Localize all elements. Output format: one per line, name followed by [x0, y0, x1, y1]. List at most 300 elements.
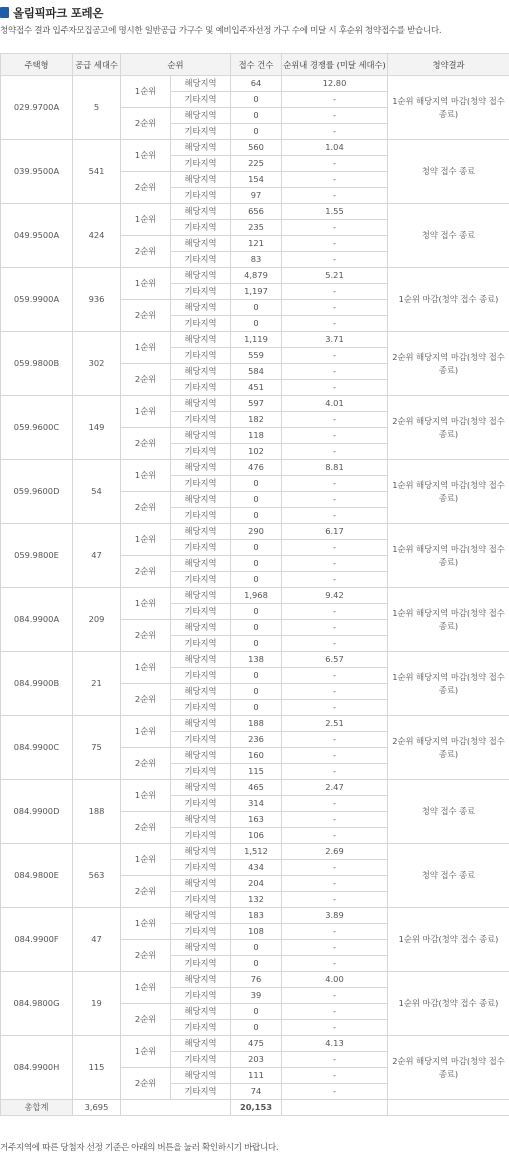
total-ratio-empty-cell [282, 1100, 388, 1116]
rank-cell: 2순위 [121, 1004, 171, 1036]
area-cell: 해당지역 [171, 716, 231, 732]
header-rank: 순위 [121, 54, 231, 76]
area-cell: 해당지역 [171, 812, 231, 828]
area-cell: 기타지역 [171, 604, 231, 620]
result-cell: 1순위 마감(청약 접수 종료) [388, 908, 509, 972]
competition-ratio-cell: - [282, 220, 388, 236]
application-count-cell: 0 [231, 700, 282, 716]
total-applications-cell: 20,153 [231, 1100, 282, 1116]
supply-units-cell: 149 [73, 396, 121, 460]
competition-ratio-cell: - [282, 124, 388, 140]
area-cell: 해당지역 [171, 332, 231, 348]
area-cell: 기타지역 [171, 764, 231, 780]
rank-cell: 1순위 [121, 268, 171, 300]
total-supply-cell: 3,695 [73, 1100, 121, 1116]
application-count-cell: 0 [231, 940, 282, 956]
competition-ratio-cell: - [282, 1052, 388, 1068]
supply-units-cell: 424 [73, 204, 121, 268]
application-count-cell: 0 [231, 92, 282, 108]
area-cell: 기타지역 [171, 316, 231, 332]
housing-type-cell: 084.9900F [1, 908, 73, 972]
rank-cell: 1순위 [121, 1036, 171, 1068]
table-row [1, 460, 509, 476]
application-count-cell: 74 [231, 1084, 282, 1100]
table-row [1, 396, 509, 412]
rank-cell: 1순위 [121, 332, 171, 364]
area-cell: 해당지역 [171, 460, 231, 476]
area-cell: 해당지역 [171, 492, 231, 508]
supply-units-cell: 209 [73, 588, 121, 652]
header-housing-type: 주택형 [1, 54, 73, 76]
rank-cell: 1순위 [121, 844, 171, 876]
competition-ratio-cell: - [282, 828, 388, 844]
area-cell: 기타지역 [171, 476, 231, 492]
application-count-cell: 83 [231, 252, 282, 268]
competition-ratio-cell: - [282, 556, 388, 572]
area-cell: 기타지역 [171, 668, 231, 684]
area-cell: 해당지역 [171, 652, 231, 668]
competition-ratio-cell: - [282, 444, 388, 460]
area-cell: 해당지역 [171, 236, 231, 252]
rank-cell: 1순위 [121, 972, 171, 1004]
housing-type-cell: 059.9600C [1, 396, 73, 460]
bullet-square-icon [0, 7, 9, 18]
competition-ratio-cell: - [282, 412, 388, 428]
rank-cell: 1순위 [121, 780, 171, 812]
supply-units-cell: 563 [73, 844, 121, 908]
rank-cell: 2순위 [121, 556, 171, 588]
competition-ratio-cell: 12.80 [282, 76, 388, 92]
competition-ratio-cell: - [282, 924, 388, 940]
area-cell: 기타지역 [171, 796, 231, 812]
competition-ratio-cell: - [282, 476, 388, 492]
application-count-cell: 203 [231, 1052, 282, 1068]
competition-ratio-cell: - [282, 172, 388, 188]
area-cell: 기타지역 [171, 1084, 231, 1100]
housing-type-cell: 059.9800B [1, 332, 73, 396]
competition-ratio-cell: - [282, 572, 388, 588]
rank-cell: 1순위 [121, 204, 171, 236]
total-label-cell: 총합계 [1, 1100, 73, 1116]
rank-cell: 2순위 [121, 940, 171, 972]
table-row [1, 268, 509, 284]
table-row [1, 588, 509, 604]
application-count-cell: 0 [231, 316, 282, 332]
application-count-cell: 1,197 [231, 284, 282, 300]
application-count-cell: 111 [231, 1068, 282, 1084]
application-count-cell: 0 [231, 1004, 282, 1020]
area-cell: 기타지역 [171, 124, 231, 140]
application-count-cell: 314 [231, 796, 282, 812]
competition-ratio-cell: - [282, 668, 388, 684]
competition-ratio-cell: - [282, 748, 388, 764]
area-cell: 해당지역 [171, 1068, 231, 1084]
competition-ratio-cell: - [282, 236, 388, 252]
competition-ratio-cell: - [282, 380, 388, 396]
header-supply-units: 공급 세대수 [73, 54, 121, 76]
area-cell: 해당지역 [171, 556, 231, 572]
area-cell: 해당지역 [171, 172, 231, 188]
supply-units-cell: 541 [73, 140, 121, 204]
subscription-notice: 청약접수 결과 입주자모집공고에 명시한 일반공급 가구수 및 예비입주자선정 가구 수에 미달 시 후순위 청약접수를 받습니다. [0, 26, 442, 36]
housing-type-cell: 059.9600D [1, 460, 73, 524]
area-cell: 기타지역 [171, 956, 231, 972]
application-count-cell: 1,119 [231, 332, 282, 348]
rank-cell: 1순위 [121, 652, 171, 684]
application-count-cell: 97 [231, 188, 282, 204]
supply-units-cell: 21 [73, 652, 121, 716]
supply-units-cell: 54 [73, 460, 121, 524]
application-count-cell: 0 [231, 556, 282, 572]
competition-ratio-cell: 5.21 [282, 268, 388, 284]
table-row [1, 972, 509, 988]
rank-cell: 2순위 [121, 492, 171, 524]
area-cell: 해당지역 [171, 108, 231, 124]
area-cell: 해당지역 [171, 204, 231, 220]
competition-ratio-cell: - [282, 732, 388, 748]
area-cell: 해당지역 [171, 940, 231, 956]
area-cell: 해당지역 [171, 908, 231, 924]
result-cell: 1순위 해당지역 마감(청약 접수 종료) [388, 460, 509, 524]
supply-units-cell: 47 [73, 908, 121, 972]
competition-ratio-cell: - [282, 1020, 388, 1036]
competition-ratio-cell: - [282, 812, 388, 828]
competition-ratio-cell: 1.55 [282, 204, 388, 220]
application-count-cell: 0 [231, 636, 282, 652]
competition-ratio-cell: - [282, 108, 388, 124]
rank-cell: 1순위 [121, 396, 171, 428]
competition-ratio-cell: - [282, 604, 388, 620]
area-cell: 해당지역 [171, 364, 231, 380]
application-count-cell: 163 [231, 812, 282, 828]
area-cell: 기타지역 [171, 444, 231, 460]
competition-ratio-cell: 4.00 [282, 972, 388, 988]
application-count-cell: 0 [231, 1020, 282, 1036]
table-row [1, 76, 509, 92]
rank-cell: 2순위 [121, 300, 171, 332]
area-cell: 기타지역 [171, 572, 231, 588]
result-cell: 1순위 해당지역 마감(청약 접수 종료) [388, 76, 509, 140]
header-competition-ratio: 순위내 경쟁률 (미달 세대수) [282, 54, 388, 76]
competition-ratio-cell: 3.89 [282, 908, 388, 924]
area-cell: 기타지역 [171, 988, 231, 1004]
result-cell: 2순위 해당지역 마감(청약 접수 종료) [388, 332, 509, 396]
rank-cell: 1순위 [121, 76, 171, 108]
competition-ratio-cell: - [282, 284, 388, 300]
area-cell: 해당지역 [171, 748, 231, 764]
area-cell: 해당지역 [171, 76, 231, 92]
competition-ratio-cell: 8.81 [282, 460, 388, 476]
competition-ratio-cell: - [282, 1004, 388, 1020]
table-row [1, 908, 509, 924]
application-count-cell: 106 [231, 828, 282, 844]
rank-cell: 2순위 [121, 876, 171, 908]
supply-units-cell: 47 [73, 524, 121, 588]
table-row [1, 844, 509, 860]
housing-type-cell: 029.9700A [1, 76, 73, 140]
competition-ratio-cell: - [282, 860, 388, 876]
area-cell: 해당지역 [171, 1004, 231, 1020]
area-cell: 기타지역 [171, 348, 231, 364]
application-count-cell: 597 [231, 396, 282, 412]
result-cell: 1순위 해당지역 마감(청약 접수 종료) [388, 652, 509, 716]
application-count-cell: 236 [231, 732, 282, 748]
area-cell: 기타지역 [171, 636, 231, 652]
application-count-cell: 225 [231, 156, 282, 172]
page-header [0, 0, 509, 42]
area-cell: 해당지역 [171, 396, 231, 412]
total-result-empty-cell [388, 1100, 509, 1116]
application-count-cell: 0 [231, 540, 282, 556]
housing-type-cell: 084.9900A [1, 588, 73, 652]
competition-ratio-cell: - [282, 188, 388, 204]
table-row [1, 652, 509, 668]
result-cell: 청약 접수 종료 [388, 844, 509, 908]
footer-note: 거주지역에 따른 당첨자 선정 기준은 아래의 버튼을 눌러 확인하시기 바랍니다. [0, 1143, 279, 1153]
application-count-cell: 0 [231, 108, 282, 124]
rank-cell: 2순위 [121, 428, 171, 460]
competition-ratio-cell: 3.71 [282, 332, 388, 348]
result-cell: 1순위 해당지역 마감(청약 접수 종료) [388, 588, 509, 652]
application-count-cell: 584 [231, 364, 282, 380]
area-cell: 해당지역 [171, 1036, 231, 1052]
competition-ratio-cell: - [282, 492, 388, 508]
housing-type-cell: 059.9800E [1, 524, 73, 588]
application-count-cell: 0 [231, 124, 282, 140]
application-count-cell: 118 [231, 428, 282, 444]
application-count-cell: 64 [231, 76, 282, 92]
area-cell: 기타지역 [171, 252, 231, 268]
supply-units-cell: 19 [73, 972, 121, 1036]
rank-cell: 1순위 [121, 716, 171, 748]
area-cell: 기타지역 [171, 156, 231, 172]
table-row [1, 1036, 509, 1052]
result-cell: 1순위 해당지역 마감(청약 접수 종료) [388, 524, 509, 588]
application-count-cell: 0 [231, 476, 282, 492]
area-cell: 기타지역 [171, 1052, 231, 1068]
application-count-cell: 0 [231, 508, 282, 524]
supply-units-cell: 936 [73, 268, 121, 332]
application-count-cell: 188 [231, 716, 282, 732]
housing-type-cell: 084.9900B [1, 652, 73, 716]
application-count-cell: 0 [231, 956, 282, 972]
table-row [1, 204, 509, 220]
area-cell: 해당지역 [171, 300, 231, 316]
competition-ratio-cell: - [282, 796, 388, 812]
application-count-cell: 0 [231, 492, 282, 508]
area-cell: 해당지역 [171, 844, 231, 860]
housing-type-cell: 084.9900H [1, 1036, 73, 1100]
total-row [1, 1100, 509, 1116]
area-cell: 기타지역 [171, 700, 231, 716]
competition-ratio-cell: - [282, 156, 388, 172]
table-row [1, 140, 509, 156]
rank-cell: 2순위 [121, 684, 171, 716]
application-count-cell: 76 [231, 972, 282, 988]
application-count-cell: 102 [231, 444, 282, 460]
table-row [1, 716, 509, 732]
area-cell: 기타지역 [171, 924, 231, 940]
application-count-cell: 115 [231, 764, 282, 780]
competition-ratio-cell: 2.51 [282, 716, 388, 732]
competition-ratio-cell: - [282, 1084, 388, 1100]
area-cell: 해당지역 [171, 620, 231, 636]
competition-ratio-cell: - [282, 364, 388, 380]
area-cell: 기타지역 [171, 860, 231, 876]
result-cell: 2순위 해당지역 마감(청약 접수 종료) [388, 716, 509, 780]
application-count-cell: 0 [231, 668, 282, 684]
table-row [1, 524, 509, 540]
application-count-cell: 182 [231, 412, 282, 428]
application-count-cell: 183 [231, 908, 282, 924]
rank-cell: 2순위 [121, 812, 171, 844]
competition-ratio-cell: - [282, 540, 388, 556]
application-count-cell: 476 [231, 460, 282, 476]
rank-cell: 2순위 [121, 748, 171, 780]
application-count-cell: 4,879 [231, 268, 282, 284]
result-cell: 1순위 마감(청약 접수 종료) [388, 972, 509, 1036]
area-cell: 기타지역 [171, 188, 231, 204]
competition-ratio-cell: - [282, 764, 388, 780]
supply-units-cell: 302 [73, 332, 121, 396]
application-count-cell: 108 [231, 924, 282, 940]
application-count-cell: 1,968 [231, 588, 282, 604]
application-count-cell: 0 [231, 572, 282, 588]
competition-ratio-cell: - [282, 620, 388, 636]
area-cell: 해당지역 [171, 140, 231, 156]
rank-cell: 2순위 [121, 1068, 171, 1100]
area-cell: 기타지역 [171, 892, 231, 908]
competition-ratio-cell: 2.47 [282, 780, 388, 796]
application-count-cell: 39 [231, 988, 282, 1004]
application-count-cell: 451 [231, 380, 282, 396]
supply-units-cell: 5 [73, 76, 121, 140]
housing-type-cell: 084.9800E [1, 844, 73, 908]
application-count-cell: 204 [231, 876, 282, 892]
application-count-cell: 559 [231, 348, 282, 364]
competition-ratio-cell: - [282, 988, 388, 1004]
rank-cell: 2순위 [121, 364, 171, 396]
application-count-cell: 0 [231, 620, 282, 636]
rank-cell: 1순위 [121, 588, 171, 620]
table-row [1, 332, 509, 348]
application-count-cell: 121 [231, 236, 282, 252]
application-count-cell: 0 [231, 604, 282, 620]
competition-ratio-cell: - [282, 316, 388, 332]
complex-title: 올림픽파크 포레온 [13, 6, 104, 20]
application-count-cell: 0 [231, 300, 282, 316]
area-cell: 해당지역 [171, 780, 231, 796]
supply-units-cell: 188 [73, 780, 121, 844]
competition-ratio-cell: - [282, 428, 388, 444]
supply-units-cell: 75 [73, 716, 121, 780]
housing-type-cell: 039.9500A [1, 140, 73, 204]
subscription-results-table [0, 53, 509, 1116]
application-count-cell: 132 [231, 892, 282, 908]
table-header-row [1, 54, 509, 76]
housing-type-cell: 059.9900A [1, 268, 73, 332]
competition-ratio-cell: 6.57 [282, 652, 388, 668]
housing-type-cell: 049.9500A [1, 204, 73, 268]
application-count-cell: 138 [231, 652, 282, 668]
rank-cell: 2순위 [121, 620, 171, 652]
competition-ratio-cell: - [282, 508, 388, 524]
application-count-cell: 290 [231, 524, 282, 540]
application-count-cell: 235 [231, 220, 282, 236]
competition-ratio-cell: 1.04 [282, 140, 388, 156]
area-cell: 해당지역 [171, 428, 231, 444]
area-cell: 해당지역 [171, 684, 231, 700]
result-cell: 1순위 마감(청약 접수 종료) [388, 268, 509, 332]
application-count-cell: 656 [231, 204, 282, 220]
area-cell: 해당지역 [171, 268, 231, 284]
rank-cell: 1순위 [121, 140, 171, 172]
rank-cell: 2순위 [121, 236, 171, 268]
rank-cell: 1순위 [121, 460, 171, 492]
rank-cell: 2순위 [121, 172, 171, 204]
rank-cell: 1순위 [121, 524, 171, 556]
housing-type-cell: 084.9800G [1, 972, 73, 1036]
application-count-cell: 154 [231, 172, 282, 188]
competition-ratio-cell: 4.01 [282, 396, 388, 412]
area-cell: 해당지역 [171, 972, 231, 988]
competition-ratio-cell: - [282, 684, 388, 700]
area-cell: 기타지역 [171, 1020, 231, 1036]
area-cell: 기타지역 [171, 412, 231, 428]
area-cell: 기타지역 [171, 508, 231, 524]
application-count-cell: 1,512 [231, 844, 282, 860]
area-cell: 기타지역 [171, 284, 231, 300]
area-cell: 기타지역 [171, 540, 231, 556]
application-count-cell: 465 [231, 780, 282, 796]
total-rank-empty-cell [121, 1100, 231, 1116]
result-cell: 청약 접수 종료 [388, 140, 509, 204]
area-cell: 기타지역 [171, 828, 231, 844]
application-count-cell: 0 [231, 684, 282, 700]
result-cell: 청약 접수 종료 [388, 204, 509, 268]
table-row [1, 780, 509, 796]
rank-cell: 1순위 [121, 908, 171, 940]
area-cell: 기타지역 [171, 92, 231, 108]
housing-type-cell: 084.9900C [1, 716, 73, 780]
competition-ratio-cell: 9.42 [282, 588, 388, 604]
competition-ratio-cell: - [282, 876, 388, 892]
application-count-cell: 160 [231, 748, 282, 764]
competition-ratio-cell: 2.69 [282, 844, 388, 860]
result-cell: 청약 접수 종료 [388, 780, 509, 844]
area-cell: 기타지역 [171, 732, 231, 748]
area-cell: 기타지역 [171, 380, 231, 396]
area-cell: 해당지역 [171, 588, 231, 604]
area-cell: 기타지역 [171, 220, 231, 236]
area-cell: 해당지역 [171, 876, 231, 892]
competition-ratio-cell: - [282, 1068, 388, 1084]
competition-ratio-cell: - [282, 92, 388, 108]
area-cell: 해당지역 [171, 524, 231, 540]
supply-units-cell: 115 [73, 1036, 121, 1100]
competition-ratio-cell: 6.17 [282, 524, 388, 540]
competition-ratio-cell: - [282, 300, 388, 316]
competition-ratio-cell: - [282, 252, 388, 268]
result-cell: 2순위 해당지역 마감(청약 접수 종료) [388, 396, 509, 460]
application-count-cell: 475 [231, 1036, 282, 1052]
result-cell: 2순위 해당지역 마감(청약 접수 종료) [388, 1036, 509, 1100]
competition-ratio-cell: - [282, 892, 388, 908]
application-count-cell: 560 [231, 140, 282, 156]
competition-ratio-cell: - [282, 956, 388, 972]
rank-cell: 2순위 [121, 108, 171, 140]
competition-ratio-cell: - [282, 700, 388, 716]
